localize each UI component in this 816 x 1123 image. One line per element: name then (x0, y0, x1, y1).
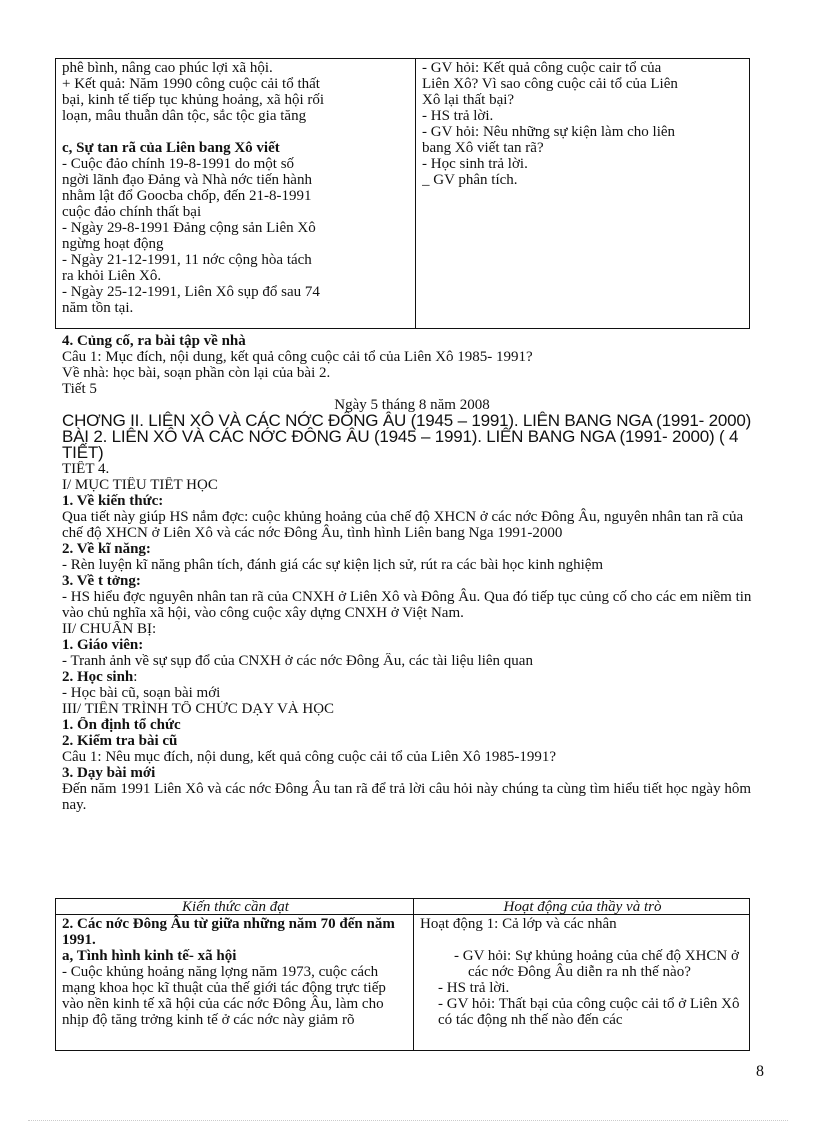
column-header: Hoạt động của thầy và trò (414, 899, 750, 915)
homework: Về nhà: học bài, soạn phần còn lại của bài 2. (62, 365, 331, 381)
text-line: ra khỏi Liên Xô. (62, 268, 162, 284)
text-line: ngừng hoạt động (62, 236, 164, 252)
table-row (56, 59, 750, 329)
knowledge-cell (56, 59, 416, 329)
subheading: 3. Dạy bài mới (62, 765, 156, 781)
question: Câu 1: Nêu mục đích, nội dung, kết quả công cuộc cải tổ của Liên Xô 1985-1991? (62, 749, 557, 765)
spacer (62, 124, 411, 140)
document-body (62, 333, 762, 813)
knowledge-cell (56, 915, 414, 1051)
text-line: + Kết quả: Năm 1990 công cuộc cải tổ thất (62, 76, 320, 92)
subheading: 2. Về kĩ năng: (62, 541, 151, 557)
text-line: phê bình, nâng cao phúc lợi xã hội. (62, 60, 273, 76)
teacher-question: - GV hỏi: Thất bại của công cuộc cải tổ ở Liên Xô có tác động nh thế nào đến các (438, 996, 740, 1028)
text-line: Xô lại thất bại? (422, 92, 515, 108)
text-line: _ GV phân tích. (422, 172, 518, 188)
subheading: 1. Giáo viên: (62, 637, 144, 653)
question: Câu 1: Mục đích, nội dung, kết quả công cuộc cải tổ của Liên Xô 1985- 1991? (62, 349, 533, 365)
lesson-title: BÀI 2. LIÊN XÔ VÀ CÁC NỚC ĐÔNG ÂU (1945 – 1991). LIÊN BANG NGA (1991- 2000) ( 4 TIẾT) (62, 427, 739, 462)
text-line: ngời lãnh đạo Đảng và Nhà nớc tiến hành (62, 172, 312, 188)
text-line: cuộc đảo chính thất bại (62, 204, 202, 220)
activity-label: Hoạt động 1: Cả lớp và các nhân (420, 916, 617, 932)
text-line: - GV hỏi: Nêu những sự kiện làm cho liên (422, 124, 676, 140)
text-line: - Ngày 29-8-1991 Đảng cộng sản Liên Xô (62, 220, 316, 236)
lesson-table-top (55, 58, 750, 329)
text-line: - Ngày 25-12-1991, Liên Xô sụp đổ sau 74 (62, 284, 320, 300)
text-line: năm tồn tại. (62, 300, 134, 316)
subheading: 1. Ổn định tổ chức (62, 717, 181, 733)
subheading: 2. Học sinh (62, 669, 134, 685)
text-line: - HS trả lời. (422, 108, 494, 124)
section-heading: 2. Các nớc Đông Âu từ giữa những năm 70 đến năm 1991. (62, 916, 395, 948)
activity-cell (416, 59, 750, 329)
subheading: 3. Về t tởng: (62, 573, 141, 589)
teacher-question: - GV hỏi: Sự khủng hoảng của chế độ XHCN ở các nớc Đông Âu diễn ra nh thế nào? (454, 948, 739, 980)
text-line: - GV hỏi: Kết quả công cuộc cair tổ của (422, 60, 662, 76)
student-answer: - HS trả lời. (438, 980, 510, 996)
spacer (420, 932, 745, 948)
chapter-title: CHƠNG II. LIÊN XÔ VÀ CÁC NỚC ĐÔNG ÂU (1945 – 1991). LIÊN BANG NGA (1991- 2000) (62, 411, 752, 430)
text-line: bại, kinh tế tiếp tục khủng hoảng, xã hội rối (62, 92, 325, 108)
paragraph: - HS hiểu đợc nguyên nhân tan rã của CNXH ở Liên Xô và Đông Âu. Qua đó tiếp tục củng cố cho các em niềm tin vào chủ nghĩa xã hội, vào công cuộc xây dựng CNXH ở Việt Nam. (62, 589, 752, 621)
section-heading: 4. Củng cố, ra bài tập về nhà (62, 333, 246, 349)
text-line: - Cuộc đảo chính 19-8-1991 do một số (62, 156, 295, 172)
text-line: Liên Xô? Vì sao công cuộc cải tổ của Liên (422, 76, 678, 92)
paragraph: Đến năm 1991 Liên Xô và các nớc Đông Âu tan rã để trả lời câu hỏi này chúng ta cùng tìm hiểu tiết học ngày hôm nay. (62, 781, 751, 813)
subheading: 2. Kiểm tra bài cũ (62, 733, 178, 749)
page-number: 8 (756, 1063, 764, 1080)
subheading: a, Tình hình kinh tế- xã hội (62, 948, 237, 964)
text-line: nhằm lật đổ Goocba chốp, đến 21-8-1991 (62, 188, 312, 204)
subheading: 1. Về kiến thức: (62, 493, 164, 509)
subheading-line (62, 669, 762, 685)
paragraph: - Tranh ảnh về sự sụp đổ của CNXH ở các nớc Đông Âu, các tài liệu liên quan (62, 653, 533, 669)
paragraph: - Học bài cũ, soạn bài mới (62, 685, 221, 701)
date-line: Ngày 5 tháng 8 năm 2008 (334, 397, 490, 413)
section-heading: c, Sự tan rã của Liên bang Xô viết (62, 140, 280, 156)
table-row (56, 915, 750, 1051)
text-line: - Ngày 21-12-1991, 11 nớc cộng hòa tách (62, 252, 312, 268)
footer-divider (28, 1120, 788, 1121)
paragraph: - Cuộc khủng hoảng năng lợng năm 1973, cuộc cách mạng khoa học kĩ thuật của thế giới tác động trực tiếp vào nền kinh tế xã hội của các nớc Đông Âu, làm cho nhịp độ tăng trởng kinh tế ở các nớc này giảm rõ (62, 964, 386, 1028)
process-heading: III/ TIẾN TRÌNH TỔ CHỨC DẠY VÀ HỌC (62, 701, 335, 717)
text-line: bang Xô viết tan rã? (422, 140, 544, 156)
column-header: Kiến thức cần đạt (56, 899, 414, 915)
paragraph: Qua tiết này giúp HS nắm đợc: cuộc khủng hoảng của chế độ XHCN ở các nớc Đông Âu, nguyên nhân tan rã của chế độ XHCN ở Liên Xô và các nớc Đông Âu, tình hình Liên bang Nga 1991-2000 (62, 509, 744, 541)
period-label: Tiết 5 (62, 381, 97, 397)
paragraph: - Rèn luyện kĩ năng phân tích, đánh giá các sự kiện lịch sử, rút ra các bài học kinh nghiệm (62, 557, 604, 573)
lesson-table-bottom (55, 898, 750, 1051)
text-line: - Học sinh trả lời. (422, 156, 528, 172)
prep-heading: II/ CHUẨN BỊ: (62, 621, 157, 637)
objectives-heading: I/ MỤC TIÊU TIẾT HỌC (62, 477, 218, 493)
table-header-row (56, 899, 750, 915)
text-line: loạn, mâu thuẫn dân tộc, sắc tộc gia tăng (62, 108, 307, 124)
lesson-period: TIẾT 4. (62, 461, 110, 477)
colon: : (133, 669, 138, 685)
activity-cell (414, 915, 750, 1051)
